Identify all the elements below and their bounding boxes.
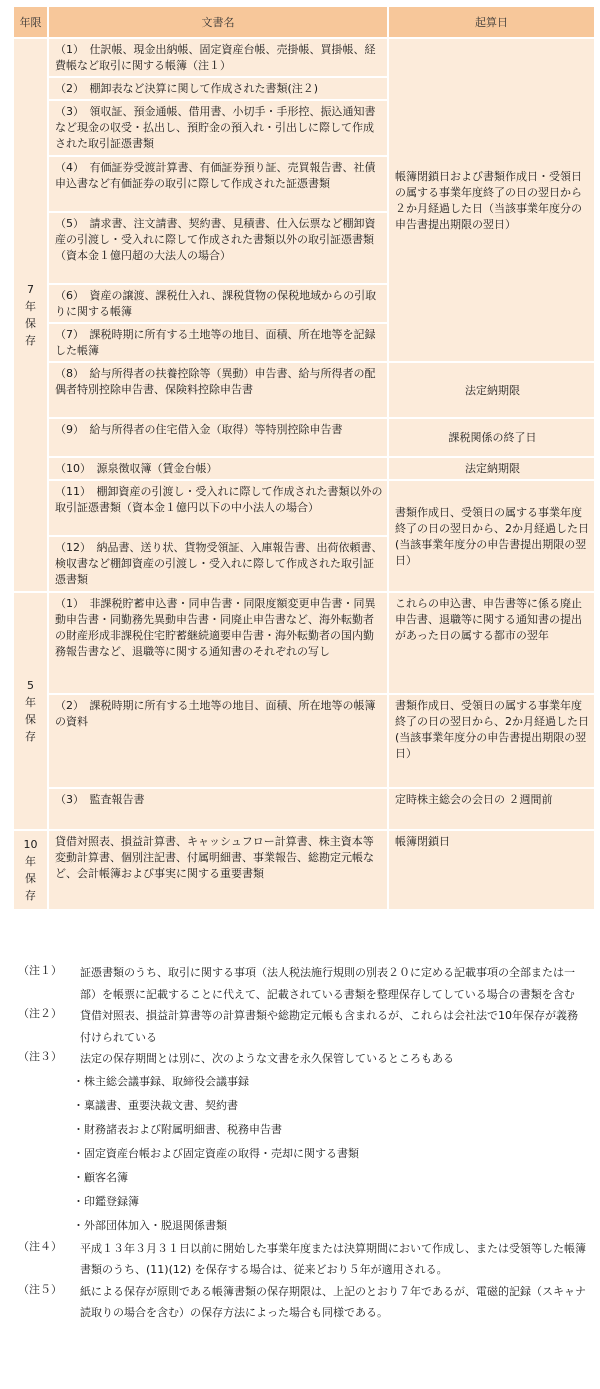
document-cell	[49, 285, 387, 322]
document-cell	[49, 101, 387, 155]
period-char: 存	[25, 334, 36, 347]
note-4	[18, 1238, 588, 1281]
list-item: ・稟議書、重要決裁文書、契約書	[73, 1098, 238, 1112]
document-text: （1） 仕訳帳、現金出納帳、固定資産台帳、売掛帳、買掛帳、経費帳など取引に関する帳簿（注１）	[55, 43, 376, 72]
document-text: （6） 資産の譲渡、課税仕入れ、課税貨物の保税地域からの引取りに関する帳簿	[55, 289, 377, 318]
list-item: ・財務諸表および附属明細書、税務申告書	[73, 1122, 282, 1136]
note-label: （注５）	[18, 1282, 62, 1296]
document-text: 貸借対照表、損益計算書、キャッシュフロー計算書、株主資本等変動計算書、個別注記書、付属明細書、事業報告、総勘定元帳など、会計帳簿および事実に関する重要書類	[55, 835, 374, 880]
document-text: （1） 非課税貯蓄申込書・同申告書・同限度額変更申告書・同異動申告書・同勤務先異動申告書・同廃止申告書など、海外転勤者の財産形成非課税住宅貯蓄継続適要申告書・海外転勤者の国内勤務報告書など、退職等に関する通知書のそれぞれの写し	[55, 597, 376, 658]
note-1	[18, 962, 588, 1005]
note-text: 証憑書類のうち、取引に関する事項（法人税法施行規則の別表２０に定める記載事項の全部または一部）を帳票に記載することに代えて、記載されている書類を整理保存してしている場合の書類を含む	[80, 966, 575, 1001]
table-row	[14, 363, 594, 417]
period-char: 5	[27, 679, 34, 692]
document-cell	[49, 78, 387, 99]
header-document: 文書名	[49, 7, 387, 37]
note-3	[18, 1048, 588, 1238]
start-date-cell: 法定納期限	[389, 458, 594, 479]
document-cell	[49, 481, 387, 535]
document-text: （2） 課税時期に所有する土地等の地目、面積、所在地等の帳簿の資料	[55, 699, 376, 728]
period-char: 保	[25, 317, 36, 330]
document-text: （10） 源泉徴収簿（賃金台帳）	[55, 462, 218, 475]
start-date-cell: 課税関係の終了日	[389, 419, 594, 456]
start-date-cell: 書類作成日、受領日の属する事業年度終了の日の翌日から、2か月経過した日(当該事業年度分の申告書提出期限の翌日）	[389, 481, 594, 591]
header-start-date: 起算日	[389, 7, 594, 37]
document-text: （2） 棚卸表など決算に関して作成された書類(注２)	[55, 82, 319, 95]
document-cell	[49, 458, 387, 479]
document-cell	[49, 593, 387, 693]
document-text: （3） 領収証、預金通帳、借用書、小切手・手形控、振込通知書など現金の収受・払出し、預貯金の預入れ・引出しに際して作成された取引証憑書類	[55, 105, 376, 150]
period-char: 保	[25, 713, 36, 726]
document-text: （5） 請求書、注文請書、契約書、見積書、仕入伝票など棚卸資産の引渡し・受入れに際して作成された書類以外の取引証憑書類（資本金１億円超の大法人の場合）	[55, 217, 376, 262]
document-text: （8） 給与所得者の扶養控除等（異動）申告書、給与所得者の配偶者特別控除申告書、保険料控除申告書	[55, 367, 376, 396]
note-text: 法定の保存期間とは別に、次のような文書を永久保管しているところもある	[80, 1052, 454, 1065]
period-char: 7	[27, 283, 34, 296]
list-item: ・株主総会議事録、取締役会議事録	[73, 1074, 249, 1088]
note-label: （注３）	[18, 1050, 62, 1063]
table-row	[14, 458, 594, 479]
period-char: 存	[25, 889, 36, 902]
table-row	[14, 481, 594, 535]
period-10-years	[14, 831, 47, 909]
period-char: 年	[25, 696, 36, 709]
period-7-years	[14, 39, 47, 591]
table-header-row	[14, 7, 594, 37]
table-row	[14, 39, 594, 76]
document-cell	[49, 213, 387, 283]
period-char: 存	[25, 730, 36, 743]
notes-section	[18, 962, 588, 1324]
table-row	[14, 789, 594, 829]
list-item: ・印鑑登録簿	[73, 1194, 139, 1208]
document-cell	[49, 39, 387, 76]
note-text: 紙による保存が原則である帳簿書類の保存期限は、上記のとおり７年であるが、電磁的記録（スキャナ読取りの場合を含む）の保存方法によった場合も同様である。	[80, 1284, 586, 1319]
table-row	[14, 831, 594, 909]
list-item: ・外部団体加入・脱退関係書類	[73, 1218, 227, 1232]
document-text: （4） 有価証券受渡計算書、有価証券預り証、売買報告書、社債申込書など有価証券の取引に際して作成された証憑書類	[55, 161, 376, 190]
start-date-cell: 書類作成日、受領日の属する事業年度終了の日の翌日から、2か月経過した日(当該事業年度分の申告書提出期限の翌日）	[389, 695, 594, 787]
document-cell	[49, 363, 387, 417]
document-cell	[49, 419, 387, 456]
note-label: （注２）	[18, 1007, 62, 1020]
document-text: （7） 課税時期に所有する土地等の地目、面積、所在地等を記録した帳簿	[55, 328, 376, 357]
period-5-years	[14, 593, 47, 829]
note-text: 貸借対照表、損益計算書等の計算書類や総勘定元帳も含まれるが、これらは会社法で10年保存が義務付けられている	[80, 1009, 578, 1044]
document-text: （12） 納品書、送り状、貨物受領証、入庫報告書、出荷依頼書、検収書など棚卸資産の引渡し・受入れに際して作成された取引証憑書類	[55, 541, 383, 586]
start-date-cell: 定時株主総会の会日の ２週間前	[389, 789, 594, 829]
document-text: （9） 給与所得者の住宅借入金（取得）等特別控除申告書	[55, 423, 343, 436]
period-char: 保	[25, 872, 36, 885]
start-date-cell: これらの申込書、申告書等に係る廃止申告書、退職等に関する通知書の提出があった日の属する都市の翌年	[389, 593, 594, 693]
note-5	[18, 1281, 588, 1324]
note-label: （注１）	[18, 964, 62, 977]
document-cell	[49, 537, 387, 591]
period-char: 10	[23, 838, 38, 851]
document-cell	[49, 324, 387, 361]
start-date-cell: 法定納期限	[389, 363, 594, 417]
document-text: （11） 棚卸資産の引渡し・受入れに際して作成された書類以外の取引証憑書類（資本金１億円以下の中小法人の場合）	[55, 485, 383, 514]
list-item: ・顧客名簿	[73, 1170, 128, 1184]
list-item: ・固定資産台帳および固定資産の取得・売却に関する書類	[73, 1146, 359, 1160]
period-char: 年	[25, 300, 36, 313]
start-date-cell: 帳簿閉鎖日および書類作成日・受領日の属する事業年度終了の日の翌日から２か月経過した日（当該事業年度分の申告書提出期限の翌日）	[389, 39, 594, 361]
document-cell	[49, 831, 387, 909]
period-char: 年	[25, 855, 36, 868]
table-row	[14, 593, 594, 693]
note-2	[18, 1005, 588, 1048]
note-text: 平成１３年３月３１日以前に開始した事業年度または決算期間において作成し、または受領等した帳簿書類のうち、(11)(12) を保存する場合は、従来どおり５年が適用される。	[80, 1241, 586, 1276]
document-cell	[49, 695, 387, 787]
start-date-cell: 帳簿閉鎖日	[389, 831, 594, 909]
note-label: （注４）	[18, 1239, 62, 1253]
document-cell	[49, 789, 387, 829]
retention-table	[12, 5, 596, 911]
document-cell	[49, 157, 387, 211]
header-period: 年限	[14, 7, 47, 37]
document-text: （3） 監査報告書	[55, 793, 145, 806]
table-row	[14, 695, 594, 787]
table-row	[14, 419, 594, 456]
